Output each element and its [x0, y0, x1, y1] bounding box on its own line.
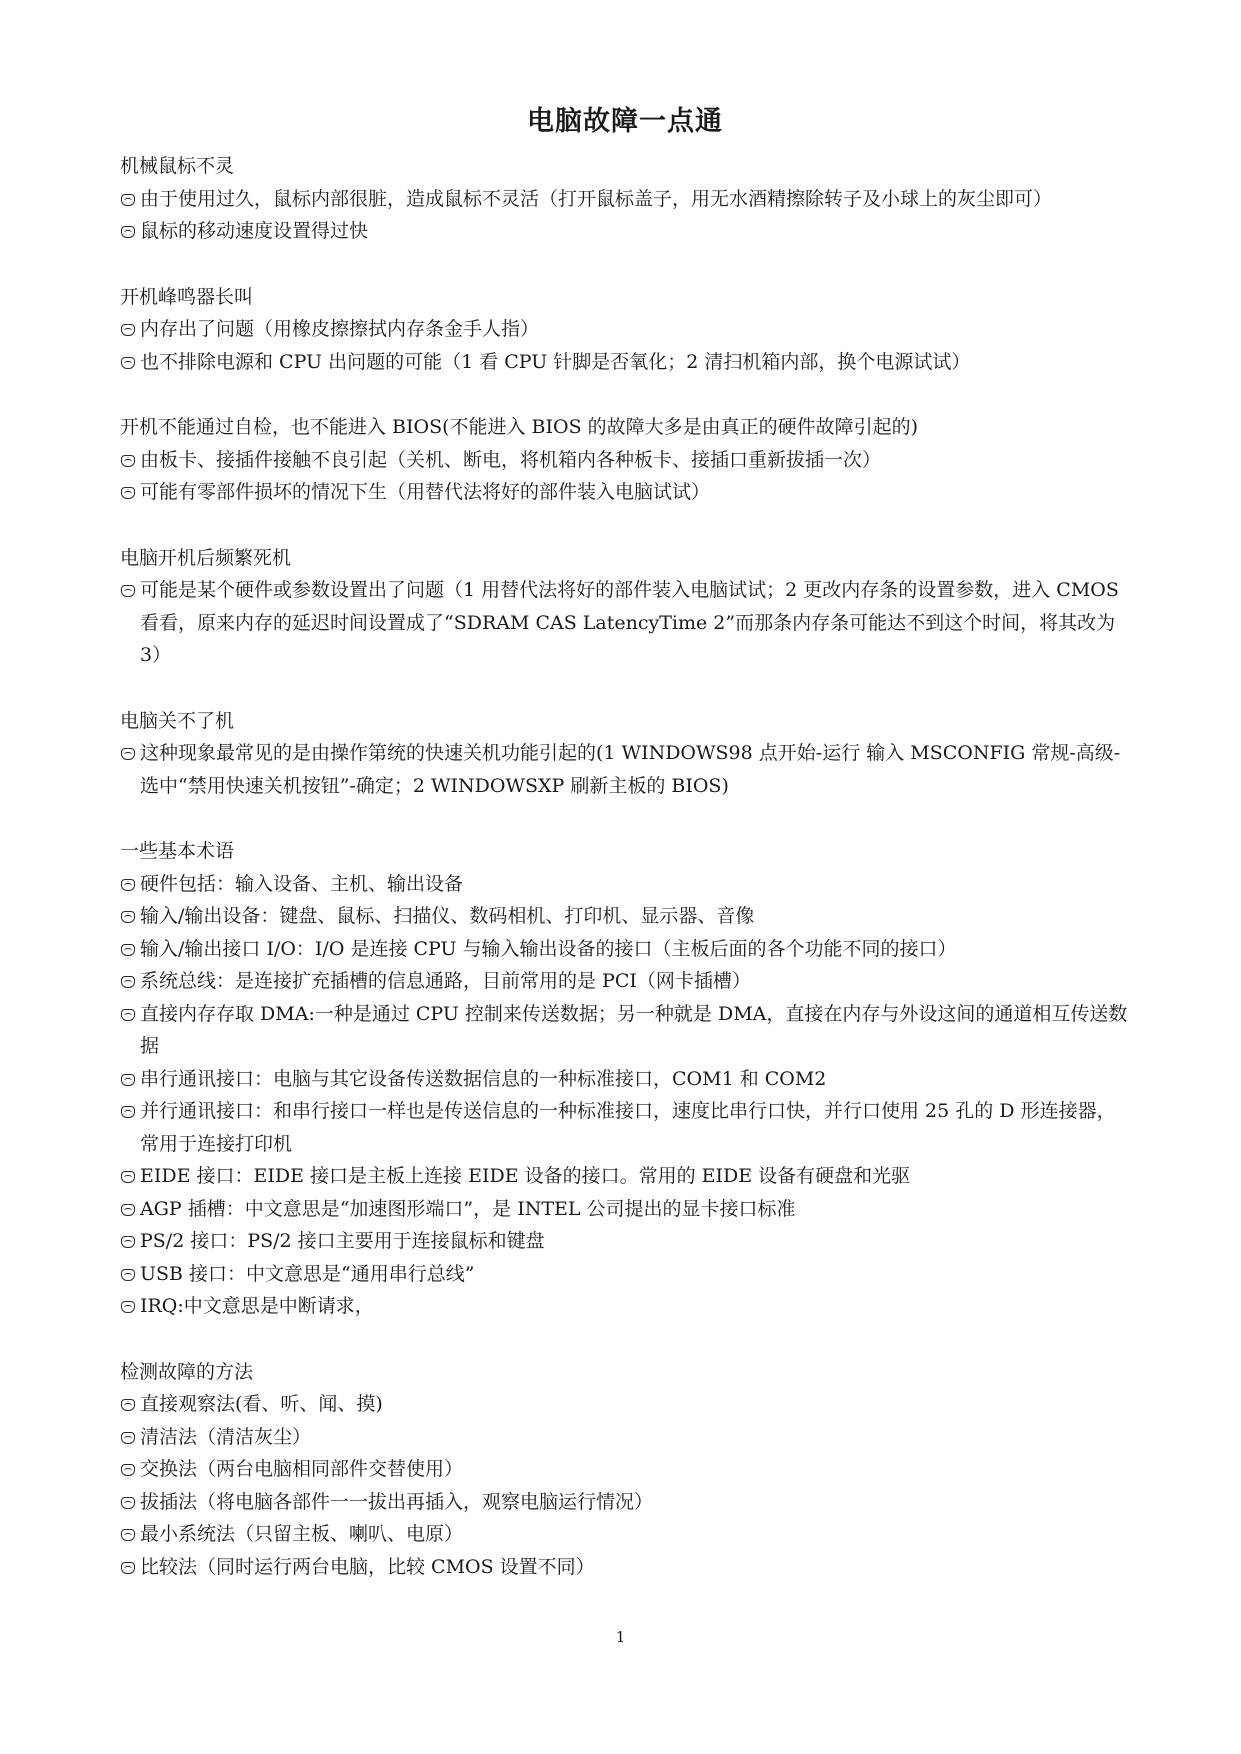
list-item [120, 1486, 1130, 1519]
bullet-icon [120, 1486, 140, 1519]
list-item [120, 1518, 1130, 1551]
section-heading: 检测故障的方法 [120, 1360, 254, 1383]
section-heading: 开机峰鸣器长叫 [120, 285, 254, 308]
section-heading: 机械鼠标不灵 [120, 155, 235, 177]
bullet-icon [120, 1518, 140, 1551]
list-item-text: 由板卡、接插件接触不良引起（关机、断电，将机箱内各种板卡、接插口重新拔插一次） [140, 448, 882, 471]
list-item-text: EIDE 接口：EIDE 接口是主板上连接 EIDE 设备的接口。常用的 EIDE 设备有硬盘和光驱 [140, 1165, 911, 1187]
bullet-icon [120, 444, 140, 477]
section [120, 150, 1130, 248]
list-item-text: 并行通讯接口：和串行接口一样也是传送信息的一种标准接口，速度比串行口快，并行口使用 25 孔的 D 形连接器，常用于连接打印机 [140, 1100, 1116, 1155]
bullet-icon [120, 1290, 140, 1323]
list-item [120, 1421, 1130, 1454]
bullet-icon [120, 868, 140, 901]
list-item [120, 998, 1130, 1063]
section-heading: 电脑关不了机 [120, 709, 235, 732]
list-item-text: 硬件包括：输入设备、主机、输出设备 [140, 872, 464, 895]
list-item [120, 737, 1130, 802]
page-title: 电脑故障一点通 [527, 106, 723, 137]
list-item-text: 输入/输出接口 I/O：I/O 是连接 CPU 与输入输出设备的接口（主板后面的各个功能不同的接口） [140, 937, 957, 960]
list-item-text: 串行通讯接口：电脑与其它设备传送数据信息的一种标准接口，COM1 和 COM2 [140, 1067, 827, 1090]
list-item-text: 这种现象最常见的是由操作第统的快速关机功能引起的(1 WINDOWS98 点开始-运行 输入 MSCONFIG 常规-高级-选中“禁用快速关机按钮”-确定；2 WINDOWSXP 刷新主板的 BIOS) [140, 742, 1121, 797]
bullet-icon [120, 313, 140, 346]
list-item-text: 鼠标的移动速度设置得过快 [140, 220, 369, 242]
list-item [120, 1453, 1130, 1486]
page-number: 1 [615, 1628, 626, 1646]
section-heading: 一些基本术语 [120, 840, 235, 862]
list-item [120, 1258, 1130, 1291]
list-item [120, 1290, 1130, 1323]
list-item-text: AGP 插槽：中文意思是“加速图形端口”，是 INTEL 公司提出的显卡接口标准 [140, 1197, 796, 1220]
document-body [120, 150, 1130, 1583]
bullet-icon [120, 1551, 140, 1584]
list-item [120, 1095, 1130, 1160]
list-item-text: 直接观察法(看、听、闻、摸) [140, 1393, 383, 1415]
bullet-icon [120, 1063, 140, 1096]
section-heading: 开机不能通过自检，也不能进入 BIOS(不能进入 BIOS 的故障大多是由真正的硬件故障引起的) [120, 416, 919, 438]
list-item-text: 最小系统法（只留主板、喇叭、电原） [140, 1523, 464, 1545]
bullet-icon [120, 1388, 140, 1421]
list-item-text: 输入/输出设备：键盘、鼠标、扫描仪、数码相机、打印机、显示器、音像 [140, 905, 755, 927]
list-item-text: USB 接口：中文意思是“通用串行总线” [140, 1262, 475, 1285]
bullet-icon [120, 1421, 140, 1454]
bullet-icon [120, 1095, 140, 1128]
document-page [120, 98, 1130, 1616]
bullet-icon [120, 1193, 140, 1226]
list-item-text: IRQ:中文意思是中断请求， [140, 1295, 374, 1317]
section [120, 835, 1130, 1323]
section [120, 281, 1130, 379]
list-item [120, 444, 1130, 477]
list-item-text: 由于使用过久，鼠标内部很脏，造成鼠标不灵活（打开鼠标盖子，用无水酒精擦除转子及小球上的灰尘即可） [140, 187, 1053, 210]
bullet-icon [120, 965, 140, 998]
list-item-text: 拔插法（将电脑各部件一一拔出再插入，观察电脑运行情况） [140, 1490, 654, 1513]
bullet-icon [120, 998, 140, 1031]
list-item-text: 系统总线：是连接扩充插槽的信息通路，目前常用的是 PCI（网卡插槽） [140, 970, 751, 992]
bullet-icon [120, 574, 140, 607]
list-item-text: 直接内存存取 DMA:一种是通过 CPU 控制来传送数据；另一种就是 DMA，直接在内存与外设这间的通道相互传送数据 [140, 1002, 1128, 1057]
section [120, 542, 1130, 672]
bullet-icon [120, 183, 140, 216]
list-item-text: 可能是某个硬件或参数设置出了问题（1 用替代法将好的部件装入电脑试试；2 更改内存条的设置参数，进入 CMOS 看看，原来内存的延迟时间设置成了“SDRAM CAS LatencyTime 2”而那条内存条可能达不到这个时间，将其改为 3） [140, 579, 1119, 666]
list-item-text: 比较法（同时运行两台电脑，比较 CMOS 设置不同） [140, 1555, 595, 1578]
list-item [120, 346, 1130, 379]
list-item-text: 也不排除电源和 CPU 出问题的可能（1 看 CPU 针脚是否氧化；2 清扫机箱内部，换个电源试试） [140, 350, 971, 373]
list-item [120, 476, 1130, 509]
section-heading: 电脑开机后频繁死机 [120, 546, 292, 569]
list-item-text: PS/2 接口：PS/2 接口主要用于连接鼠标和键盘 [140, 1230, 545, 1252]
bullet-icon [120, 933, 140, 966]
list-item [120, 183, 1130, 216]
list-item [120, 574, 1130, 672]
list-item [120, 1063, 1130, 1096]
bullet-icon [120, 215, 140, 248]
list-item [120, 1160, 1130, 1193]
bullet-icon [120, 476, 140, 509]
list-item [120, 215, 1130, 248]
list-item-text: 可能有零部件损坏的情况下生（用替代法将好的部件装入电脑试试） [140, 481, 711, 503]
list-item [120, 1388, 1130, 1421]
bullet-icon [120, 1160, 140, 1193]
bullet-icon [120, 1225, 140, 1258]
bullet-icon [120, 900, 140, 933]
bullet-icon [120, 737, 140, 770]
list-item-text: 内存出了问题（用橡皮擦擦拭内存条金手人指） [140, 318, 540, 340]
list-item [120, 965, 1130, 998]
list-item [120, 868, 1130, 901]
list-item [120, 313, 1130, 346]
section [120, 411, 1130, 509]
bullet-icon [120, 346, 140, 379]
bullet-icon [120, 1453, 140, 1486]
section [120, 1356, 1130, 1584]
list-item-text: 清洁法（清洁灰尘） [140, 1425, 312, 1448]
bullet-icon [120, 1258, 140, 1291]
list-item [120, 933, 1130, 966]
list-item-text: 交换法（两台电脑相同部件交替使用） [140, 1458, 464, 1480]
list-item [120, 900, 1130, 933]
list-item [120, 1225, 1130, 1258]
section [120, 705, 1130, 803]
list-item [120, 1551, 1130, 1584]
list-item [120, 1193, 1130, 1226]
